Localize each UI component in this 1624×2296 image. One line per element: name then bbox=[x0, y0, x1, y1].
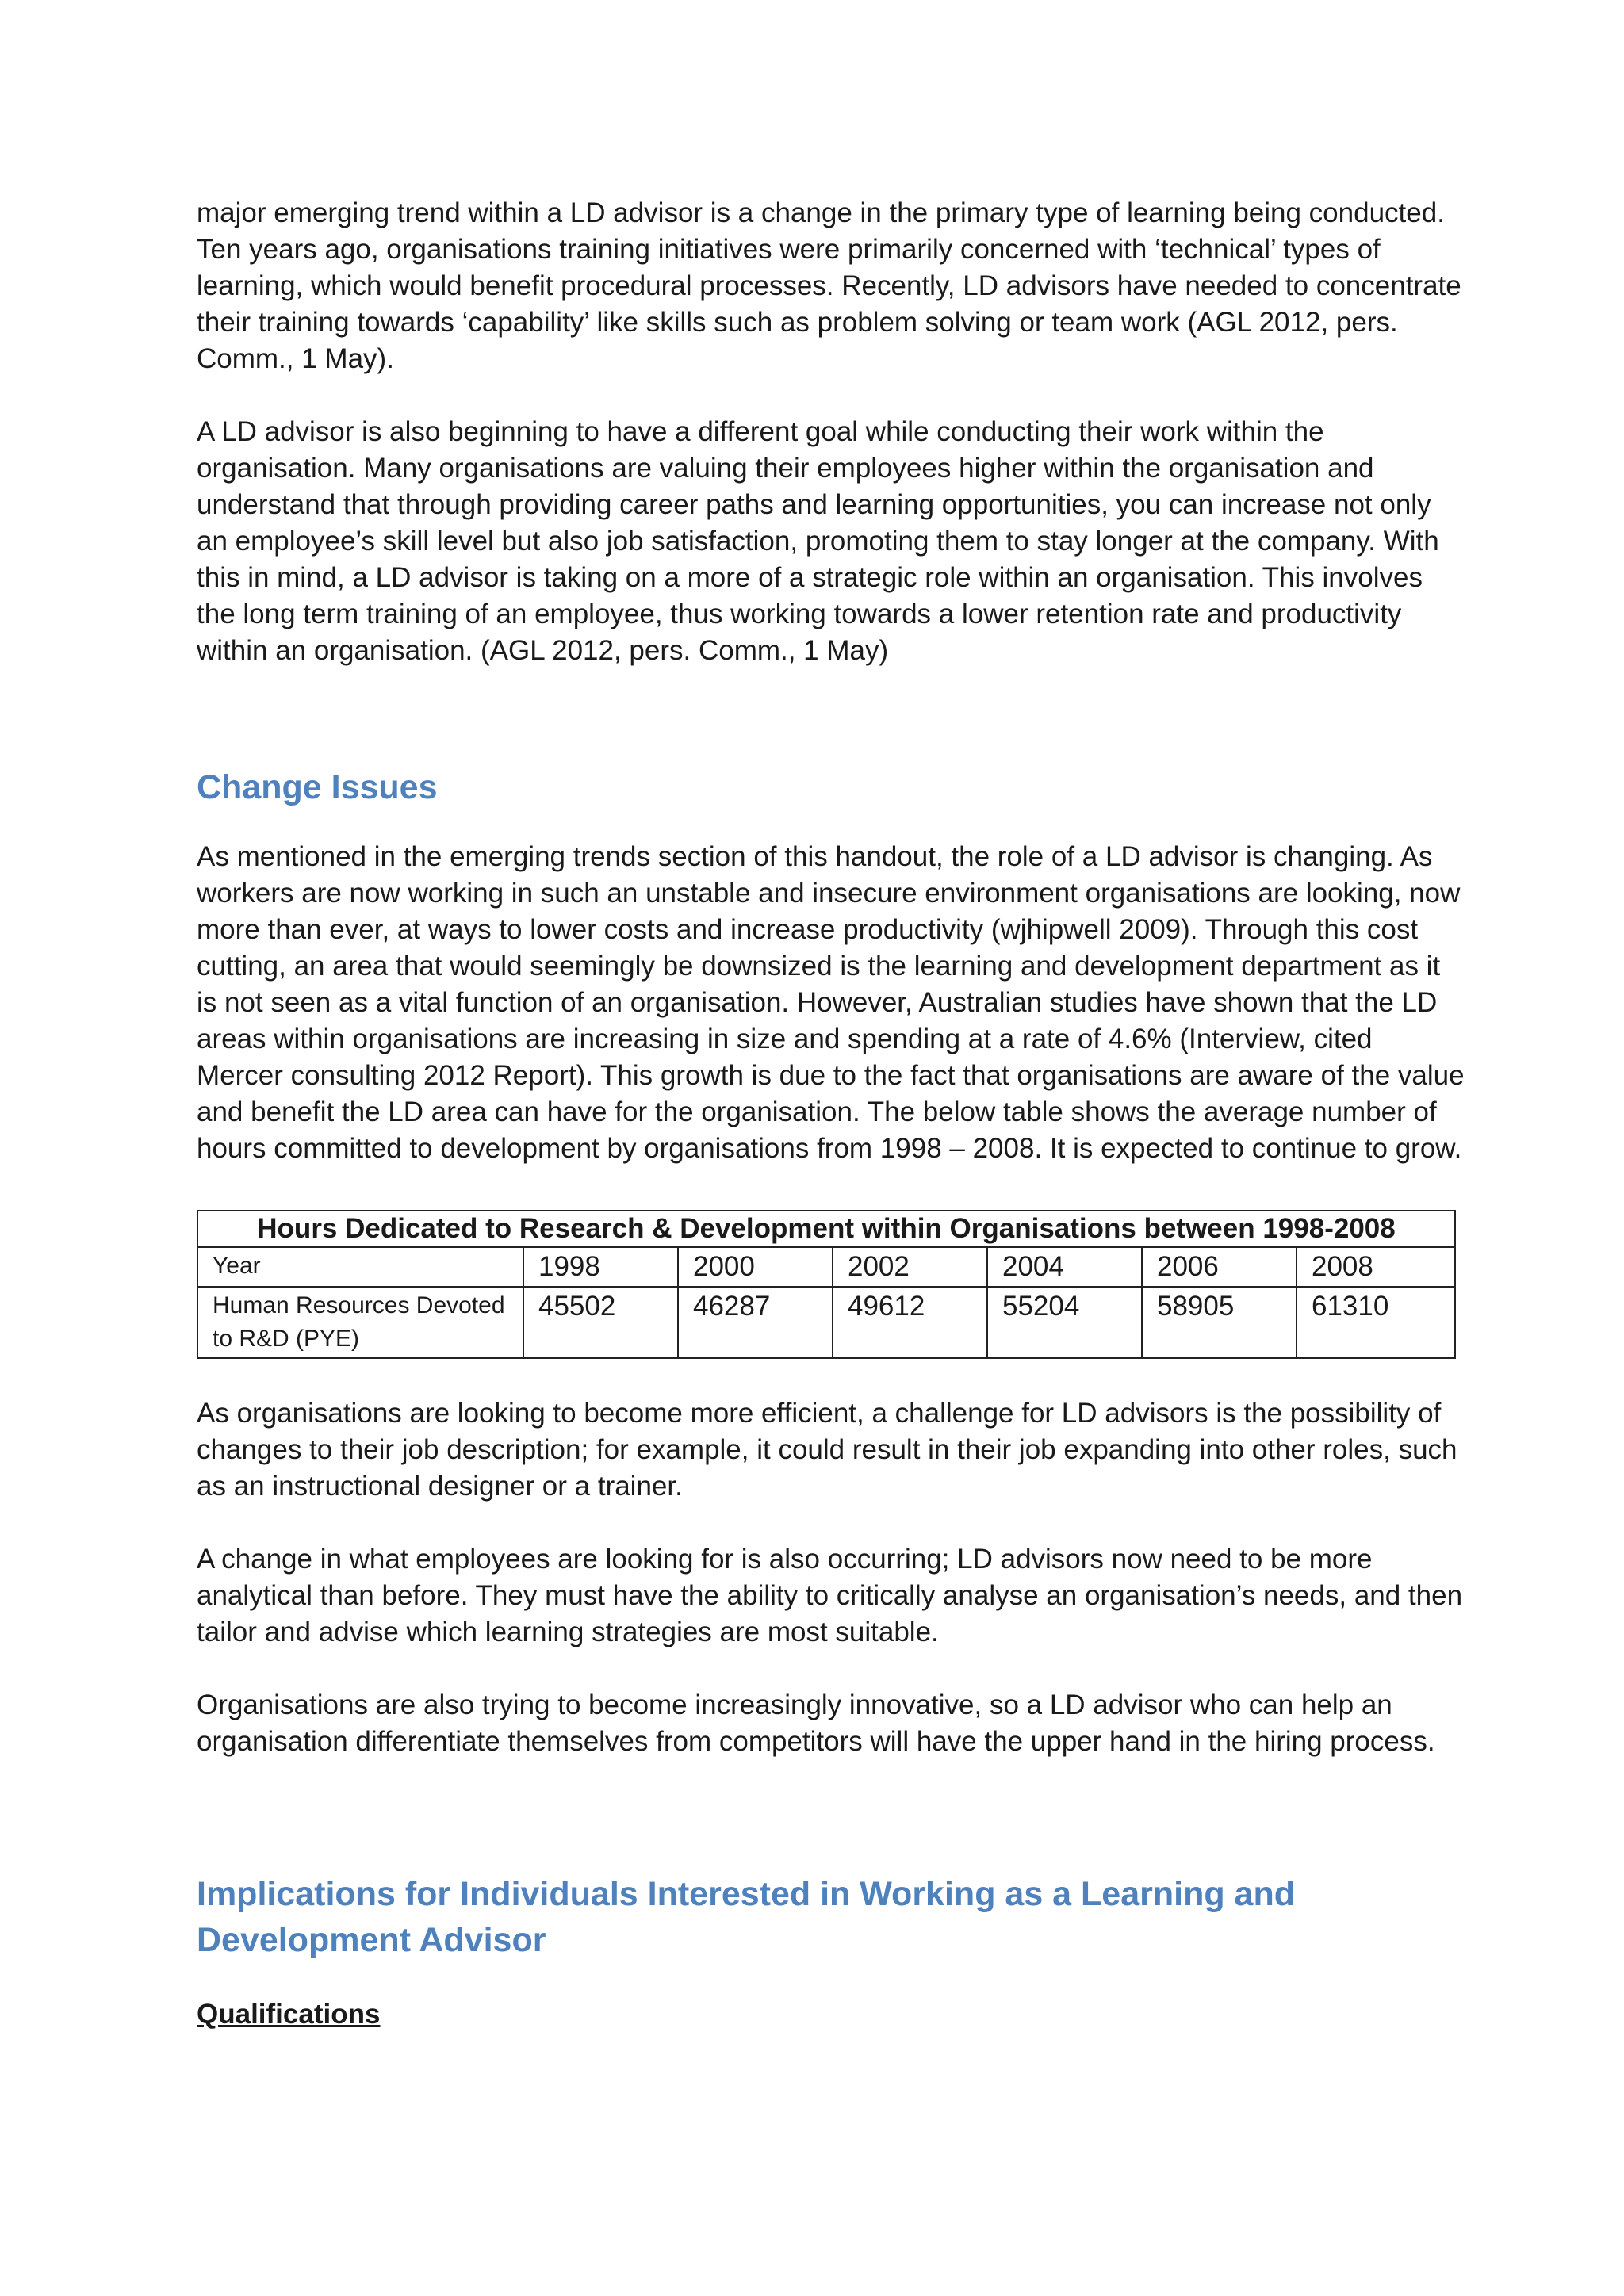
heading-implications: Implications for Individuals Interested in Working as a Learning and Development Advisor bbox=[197, 1875, 1296, 1959]
table-value-cell: 46287 bbox=[678, 1287, 833, 1358]
paragraph-change-issues: As mentioned in the emerging trends section of this handout, the role of a LD advisor is changing. As workers are now working in such an unstable and insecure environment organisations are looking, now more than ever, at ways to lower costs and increase productivity (wjhipwell 2009). Through this cost cutting, an area that would seemingly be downsized is the learning and development department as it is not seen as a vital function of an organisation. However, Australian studies have shown that the LD areas within organisations are increasing in size and spending at a rate of 4.6% (Interview, cited Mercer consulting 2012 Report). This growth is due to the fact that organisations are aware of the value and benefit the LD area can have for the organisation. The below table shows the average number of hours committed to development by organisations from 1998 – 2008. It is expected to continue to grow. bbox=[197, 841, 1465, 1164]
subheading-qualifications: Qualifications bbox=[197, 1999, 381, 2030]
rd-hours-table-wrapper bbox=[197, 1210, 1465, 1359]
table-year-cell: 1998 bbox=[523, 1247, 678, 1287]
table-row-label: Human Resources Devoted to R&D (PYE) bbox=[197, 1287, 523, 1358]
heading-change-issues: Change Issues bbox=[197, 768, 438, 806]
document-page bbox=[197, 195, 1465, 2033]
table-value-row bbox=[197, 1287, 1455, 1358]
table-value-cell: 58905 bbox=[1142, 1287, 1297, 1358]
rd-hours-table bbox=[197, 1210, 1456, 1359]
table-year-row bbox=[197, 1247, 1455, 1287]
paragraph-innovative: Organisations are also trying to become increasingly innovative, so a LD advisor who can help an organisation differentiate themselves from competitors will have the upper hand in the hiring process. bbox=[197, 1689, 1435, 1757]
table-year-cell: 2004 bbox=[987, 1247, 1142, 1287]
table-value-cell: 45502 bbox=[523, 1287, 678, 1358]
paragraph-job-description: As organisations are looking to become more efficient, a challenge for LD advisors is the possibility of changes to their job description; for example, it could result in their job expanding into other roles, such as an instructional designer or a trainer. bbox=[197, 1398, 1457, 1502]
paragraph-strategic-role: A LD advisor is also beginning to have a different goal while conducting their work within the organisation. Many organisations are valuing their employees higher within the organisation and understand that through providing career paths and learning opportunities, you can increase not only an employee’s skill level but also job satisfaction, promoting them to stay longer at the company. With this in mind, a LD advisor is taking on a more of a strategic role within an organisation. This involves the long term training of an employee, thus working towards a lower retention rate and productivity within an organisation. (AGL 2012, pers. Comm., 1 May) bbox=[197, 416, 1439, 666]
table-value-cell: 49612 bbox=[833, 1287, 987, 1358]
table-title: Hours Dedicated to Research & Development within Organisations between 1998-2008 bbox=[197, 1211, 1455, 1247]
table-year-cell: 2006 bbox=[1142, 1247, 1297, 1287]
paragraph-emerging-trend: major emerging trend within a LD advisor is a change in the primary type of learning being conducted. Ten years ago, organisations training initiatives were primarily concerned with ‘technical’ types of learning, which would benefit procedural processes. Recently, LD advisors have needed to concentrate their training towards ‘capability’ like skills such as problem solving or team work (AGL 2012, pers. Comm., 1 May). bbox=[197, 197, 1461, 374]
table-year-cell: 2002 bbox=[833, 1247, 987, 1287]
table-value-cell: 61310 bbox=[1297, 1287, 1455, 1358]
table-title-row bbox=[197, 1211, 1455, 1247]
table-year-cell: 2000 bbox=[678, 1247, 833, 1287]
table-year-cell: 2008 bbox=[1297, 1247, 1455, 1287]
table-value-cell: 55204 bbox=[987, 1287, 1142, 1358]
paragraph-analytical: A change in what employees are looking for is also occurring; LD advisors now need to be more analytical than before. They must have the ability to critically analyse an organisation’s needs, and then tailor and advise which learning strategies are most suitable. bbox=[197, 1544, 1463, 1647]
table-year-label: Year bbox=[197, 1247, 523, 1287]
